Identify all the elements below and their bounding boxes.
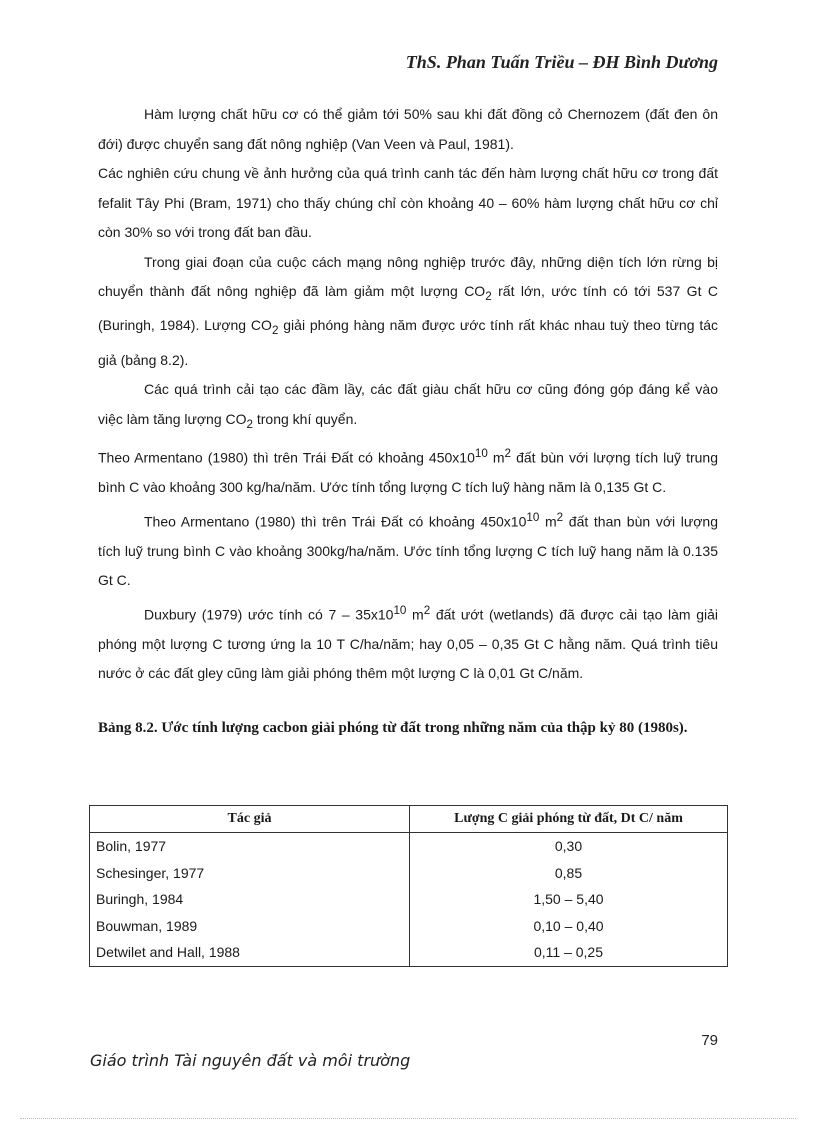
paragraph: Theo Armentano (1980) thì trên Trái Đất có khoảng $450x10^{10}$ $m^2$ đất than bùn với lượng tích luỹ trung bình C vào khoảng 300kg/ha/năm. Ước tính tổng lượng C tích luỹ hang năm là 0.135 Gt C. <box>98 510 718 589</box>
table-header-row <box>90 806 728 833</box>
table-row <box>90 913 728 940</box>
page-divider <box>20 1118 796 1119</box>
cell-author: Schesinger, 1977 <box>90 860 410 887</box>
table-row <box>90 833 728 860</box>
page-header: ThS. Phan Tuấn Triều – ĐH Bình Dương <box>405 52 718 72</box>
cell-value: 0,10 – 0,40 <box>410 913 728 940</box>
data-table <box>89 805 728 967</box>
page-number: 79 <box>701 1032 718 1049</box>
paragraph: Hàm lượng chất hữu cơ có thể giảm tới 50% sau khi đất đồng cỏ Chernozem (đất đen ôn đới) được chuyển sang đất nông nghiệp (Van Veen và Paul, 1981). <box>98 106 718 152</box>
table-row <box>90 939 728 966</box>
paragraph: Theo Armentano (1980) thì trên Trái Đất có khoảng $450x10^{10}$ $m^2$ đất bùn với lượng tích luỹ trung bình C vào khoảng 300 kg/ha/năm. Ước tính tổng lượng C tích luỹ hàng năm là 0,135 Gt C. <box>98 446 718 496</box>
table-caption: Bảng 8.2. Ước tính lượng cacbon giải phóng từ đất trong những năm của thập kỷ 80 (1980s). <box>98 720 688 736</box>
cell-author: Bouwman, 1989 <box>90 913 410 940</box>
paragraph: Trong giai đoạn của cuộc cách mạng nông nghiệp trước đây, những diện tích lớn rừng bị chuyển thành đất nông nghiệp đã làm giảm một lượng $CO_2$ rất lớn, ước tính có tới 537 Gt C (Buringh, 1984). Lượng $CO_2$ giải phóng hàng năm được ước tính rất khác nhau tuỳ theo từng tác giả (bảng 8.2). <box>98 253 718 368</box>
page-footer: Giáo trình Tài nguyên đất và môi trường <box>90 1051 411 1070</box>
paragraph: Các quá trình cải tạo các đầm lầy, các đất giàu chất hữu cơ cũng đóng góp đáng kể vào việc làm tăng lượng $CO_2$ trong khí quyển. <box>98 381 718 431</box>
body-text <box>98 100 718 689</box>
column-header-carbon: Lượng C giải phóng từ đất, Dt C/ năm <box>410 806 728 833</box>
column-header-author: Tác giả <box>90 806 410 833</box>
cell-value: 0,11 – 0,25 <box>410 939 728 966</box>
cell-author: Buringh, 1984 <box>90 886 410 913</box>
table-row <box>90 860 728 887</box>
cell-value: 1,50 – 5,40 <box>410 886 728 913</box>
cell-author: Bolin, 1977 <box>90 833 410 860</box>
cell-value: 0,85 <box>410 860 728 887</box>
paragraph: Duxbury (1979) ước tính có $7 - 35x10^{10}$ $m^2$ đất ướt (wetlands) đã được cải tạo làm giải phóng một lượng C tương ứng la 10 T C/ha/năm; hay 0,05 – 0,35 Gt C hằng năm. Quá trình tiêu nước ở các đất gley cũng làm giải phóng thêm một lượng C là 0,01 Gt C/năm. <box>98 603 718 682</box>
cell-author: Detwilet and Hall, 1988 <box>90 939 410 966</box>
paragraph: Các nghiên cứu chung về ảnh hưởng của quá trình canh tác đến hàm lượng chất hữu cơ trong đất fefalit Tây Phi (Bram, 1971) cho thấy chúng chỉ còn khoảng 40 – 60% hàm lượng chất hữu cơ chỉ còn 30% so với trong đất ban đầu. <box>98 165 718 240</box>
table-row <box>90 886 728 913</box>
cell-value: 0,30 <box>410 833 728 860</box>
